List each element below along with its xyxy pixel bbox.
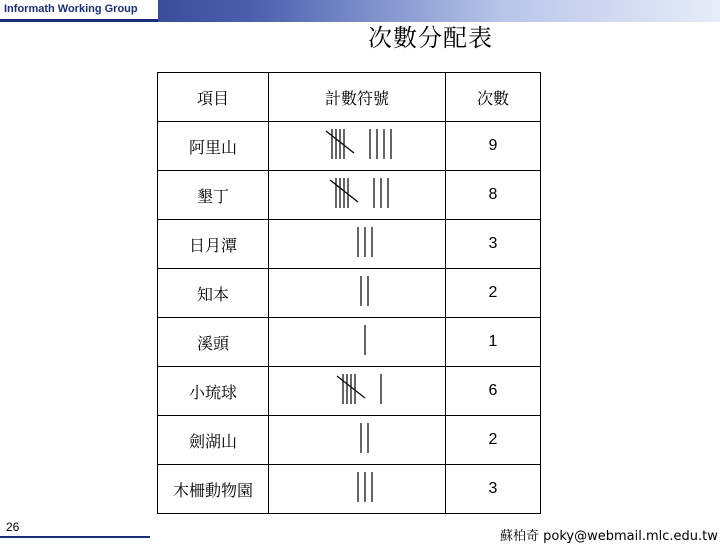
tally-cell (269, 269, 446, 318)
tally-cell (269, 416, 446, 465)
tally-cell (269, 171, 446, 220)
table-row (158, 171, 541, 220)
count-cell: 2 (446, 269, 541, 318)
top-banner (0, 0, 720, 22)
tally-cell (269, 367, 446, 416)
table-row (158, 367, 541, 416)
count-cell: 2 (446, 416, 541, 465)
tally-marks (327, 176, 410, 210)
table-row (158, 269, 541, 318)
table-row (158, 122, 541, 171)
tally-marks (334, 372, 403, 406)
tally-group (334, 372, 403, 410)
tally-marks (355, 225, 382, 259)
table-row (158, 416, 541, 465)
tally-group (327, 176, 410, 214)
count-cell: 3 (446, 220, 541, 269)
page-title: 次數分配表 (368, 24, 493, 52)
tally-cell (269, 122, 446, 171)
top-banner-tab (0, 0, 158, 22)
count-cell: 6 (446, 367, 541, 416)
count-cell: 1 (446, 318, 541, 367)
table-row (158, 318, 541, 367)
frequency-table (157, 72, 541, 514)
author-footer: 蘇柏奇 poky@webmail.mlc.edu.tw (500, 529, 718, 544)
table-row (158, 465, 541, 514)
tally-marks (355, 470, 382, 504)
table-header-row (158, 73, 541, 122)
count-cell: 9 (446, 122, 541, 171)
item-cell: 阿里山 (158, 122, 269, 171)
tally-cell (269, 318, 446, 367)
tally-cell (269, 465, 446, 514)
count-cell: 8 (446, 171, 541, 220)
tally-group (323, 127, 413, 165)
footer-rule (0, 536, 150, 538)
tally-group (355, 470, 382, 508)
header-tally: 計數符號 (269, 73, 446, 122)
table-row (158, 220, 541, 269)
tally-cell (269, 220, 446, 269)
item-cell: 小琉球 (158, 367, 269, 416)
item-cell: 日月潭 (158, 220, 269, 269)
item-cell: 墾丁 (158, 171, 269, 220)
tally-group (355, 225, 382, 263)
tally-group (358, 274, 378, 312)
tally-marks (358, 421, 378, 455)
item-cell: 木柵動物園 (158, 465, 269, 514)
tally-group (362, 323, 375, 361)
tally-marks (362, 323, 375, 357)
item-cell: 劍湖山 (158, 416, 269, 465)
page-number: 26 (6, 520, 20, 534)
group-label: Informath Working Group (4, 3, 138, 15)
tally-marks (323, 127, 413, 161)
item-cell: 溪頭 (158, 318, 269, 367)
header-item: 項目 (158, 73, 269, 122)
tally-marks (358, 274, 378, 308)
item-cell: 知本 (158, 269, 269, 318)
header-count: 次數 (446, 73, 541, 122)
tally-group (358, 421, 378, 459)
count-cell: 3 (446, 465, 541, 514)
